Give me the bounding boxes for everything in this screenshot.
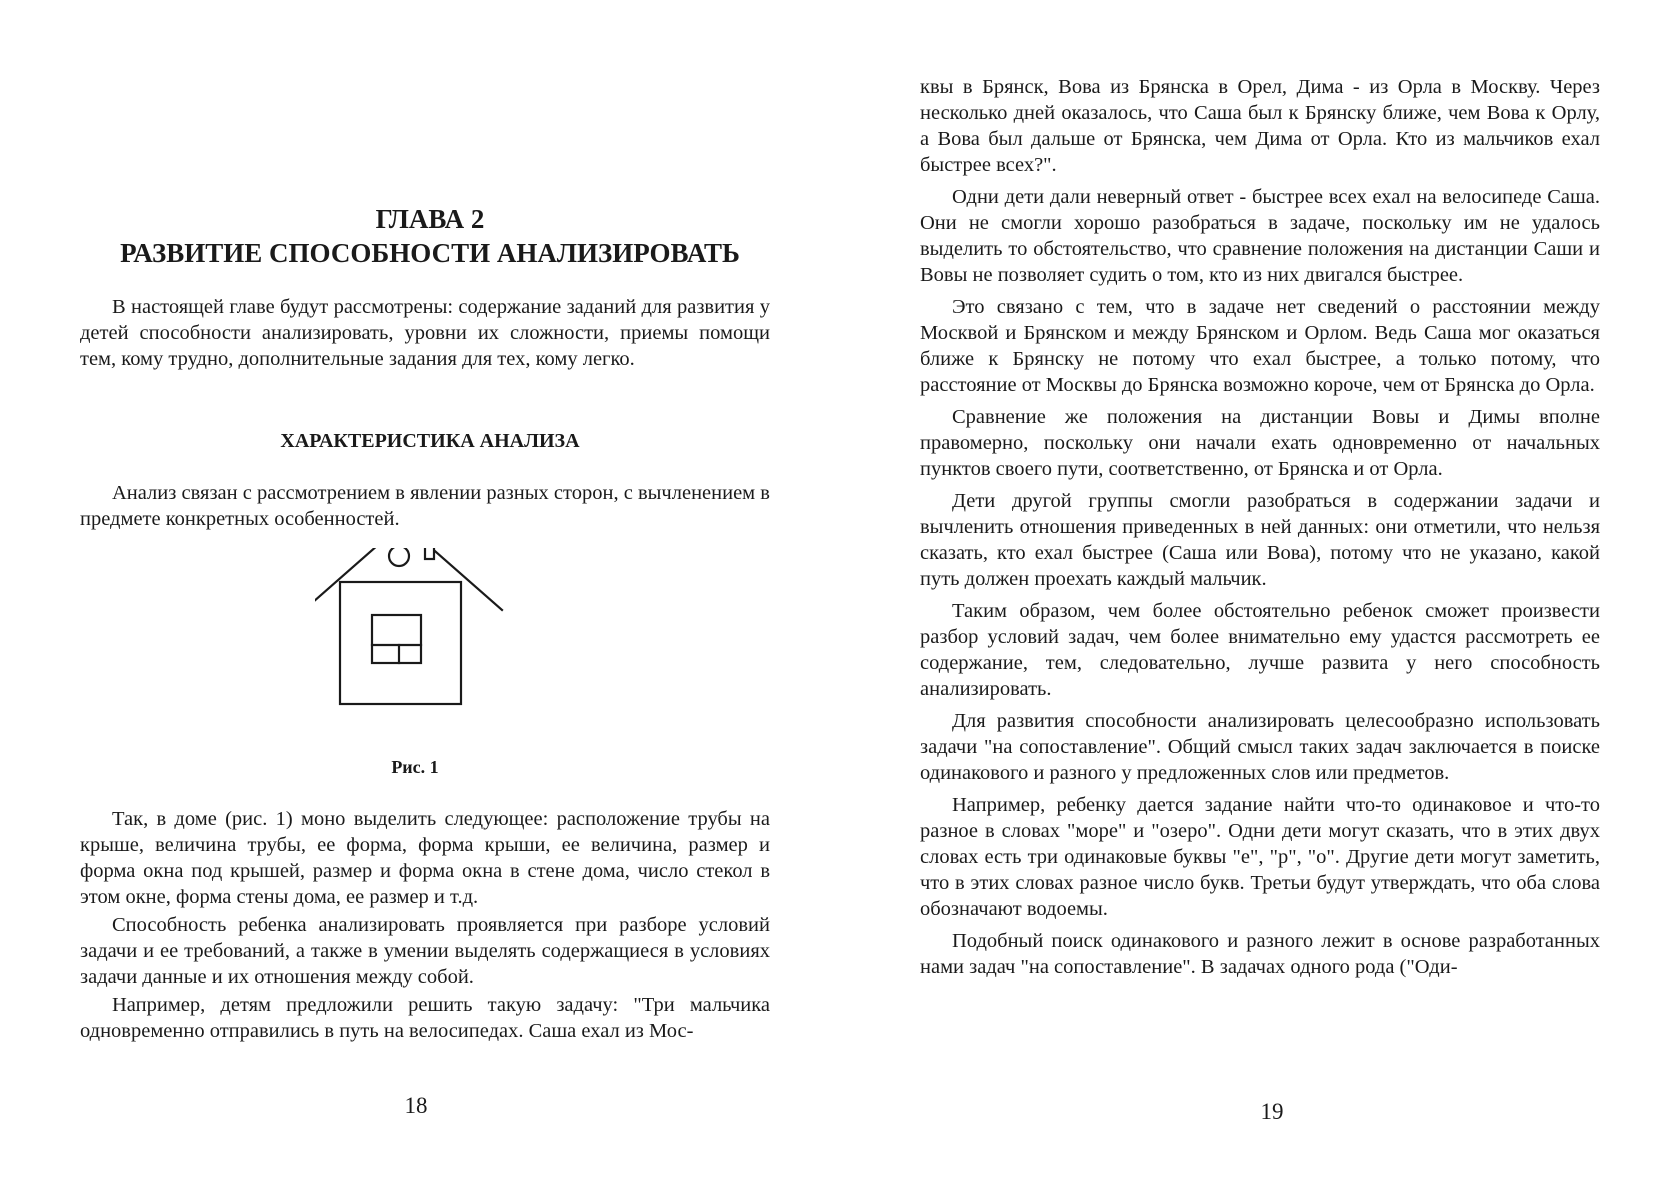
chapter-number: ГЛАВА 2 bbox=[375, 204, 485, 234]
body-paragraph: Подобный поиск одинакового и разного лежит в основе разработанных нами задач "на сопоставление". В задачах одного рода ("Оди- bbox=[920, 930, 1600, 978]
house-wall bbox=[340, 582, 461, 704]
intro-paragraph: В настоящей главе будут рассмотрены: содержание заданий для развития у детей способности анализировать, уровни их сложности, приемы помощи тем, кому трудно, дополнительные задания для тех, кому легко. bbox=[80, 296, 770, 370]
body-paragraph-continued: квы в Брянск, Вова из Брянска в Орел, Дима - из Орла в Москву. Через несколько дней оказалось, что Саша был к Брянску ближе, чем Вова к Орлу, а Вова был дальше от Брянска, чем Дима от Орла. Кто из мальчиков ехал быстрее всех?". bbox=[920, 76, 1600, 176]
right-page bbox=[828, 0, 1657, 1204]
chapter-title: РАЗВИТИЕ СПОСОБНОСТИ АНАЛИЗИРОВАТЬ bbox=[120, 238, 740, 268]
chapter-intro bbox=[80, 294, 770, 372]
left-page bbox=[0, 0, 828, 1204]
figure-caption: Рис. 1 bbox=[391, 757, 439, 777]
body-paragraph: Так, в доме (рис. 1) моно выделить следующее: расположение трубы на крыше, величина трубы, ее форма, форма крыши, ее величина, размер и форма окна под крышей, размер и форма окна в стене дома, число стекол в этом окне, форма стены дома, ее размер и т.д. bbox=[80, 808, 770, 908]
body-paragraph: Дети другой группы смогли разобраться в содержании задачи и вычленить отношения приведенных в ней данных: они отметили, что нельзя сказать, кто ехал быстрее (Саша или Вова), потому что не указано, какой путь должен проехать каждый мальчик. bbox=[920, 490, 1600, 590]
analysis-definition bbox=[80, 480, 770, 532]
window-frame bbox=[372, 615, 421, 663]
house-figure bbox=[315, 548, 515, 748]
page-number: 18 bbox=[404, 1093, 428, 1118]
body-paragraph: Одни дети дали неверный ответ - быстрее всех ехал на велосипеде Саша. Они не смогли хорошо разобраться в задаче, поскольку им не удалось выделить то обстоятельство, что сравнение положения на дистанции Саши и Вовы не позволяет судить о том, кто из них двигался быстрее. bbox=[920, 186, 1600, 286]
page-number: 19 bbox=[1260, 1099, 1284, 1124]
section-heading: ХАРАКТЕРИСТИКА АНАЛИЗА bbox=[280, 430, 580, 452]
body-paragraph: Например, ребенку дается задание найти что-то одинаковое и что-то разное в словах "море" и "озеро". Одни дети могут сказать, что в этих двух словах есть три одинаковые буквы "е", "р", "о". Другие дети могут заметить, что в этих словах разное число букв. Третьи будут утверждать, что оба слова обозначают водоемы. bbox=[920, 794, 1600, 920]
roof-right-line bbox=[403, 548, 502, 610]
analysis-paragraph: Анализ связан с рассмотрением в явлении разных сторон, с вычленением в предмете конкретных особенностей. bbox=[80, 482, 770, 530]
left-body-text bbox=[80, 806, 770, 1046]
body-paragraph: Для развития способности анализировать целесообразно использовать задачи "на сопоставление". Общий смысл таких задач заключается в поиске одинакового и разного у предложенных слов или предметов. bbox=[920, 710, 1600, 784]
body-paragraph: Способность ребенка анализировать проявляется при разборе условий задачи и ее требований, а также в умении выделять содержащиеся в условиях задачи данные и их отношения между собой. bbox=[80, 914, 770, 988]
body-paragraph: Это связано с тем, что в задаче нет сведений о расстоянии между Москвой и Брянском и между Брянском и Орлом. Ведь Саша мог оказаться ближе к Брянску не потому что ехал быстрее, а только потому, что расстояние от Москвы до Брянска возможно короче, чем от Брянска до Орла. bbox=[920, 296, 1600, 396]
right-body-text bbox=[920, 74, 1600, 986]
body-paragraph: Например, детям предложили решить такую задачу: "Три мальчика одновременно отправились в путь на велосипедах. Саша ехал из Мос- bbox=[80, 994, 770, 1042]
body-paragraph: Таким образом, чем более обстоятельно ребенок сможет произвести разбор условий задач, чем более внимательно ему удастся рассмотреть ее содержание, тем, следовательно, лучше развита у него способность анализировать. bbox=[920, 600, 1600, 700]
body-paragraph: Сравнение же положения на дистанции Вовы и Димы вполне правомерно, поскольку они начали ехать одновременно от начальных пунктов своего пути, соответственно, от Брянска и от Орла. bbox=[920, 406, 1600, 480]
attic-window-circle bbox=[389, 548, 409, 566]
chimney bbox=[425, 548, 434, 559]
